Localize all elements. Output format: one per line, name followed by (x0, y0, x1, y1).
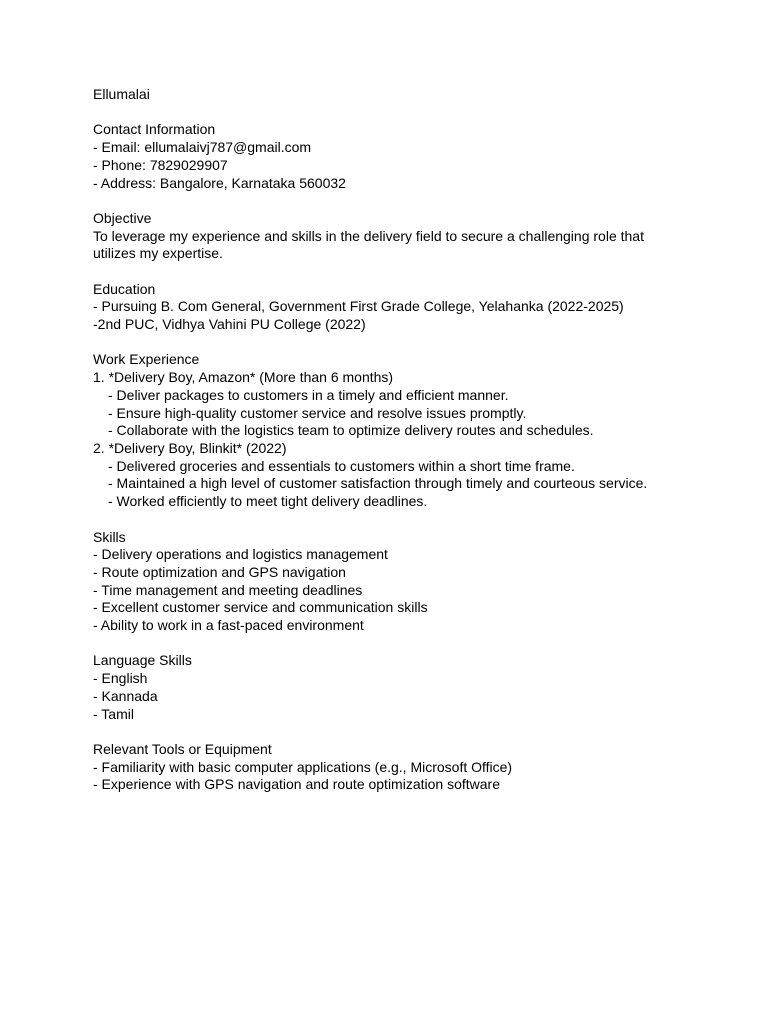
skills-section (93, 529, 733, 635)
language-skills-section (93, 652, 733, 723)
objective-heading: Objective (93, 209, 152, 226)
contact-section (93, 121, 733, 192)
contact-address: - Address: Bangalore, Karnataka 560032 (93, 174, 346, 191)
skill-item: - Route optimization and GPS navigation (93, 563, 346, 580)
spacer (93, 334, 733, 352)
tools-section (93, 741, 733, 794)
education-item: - Pursuing B. Com General, Government First Grade College, Yelahanka (2022-2025) (93, 298, 624, 315)
skill-item: - Delivery operations and logistics management (93, 546, 388, 563)
job-title: 2. *Delivery Boy, Blinkit* (2022) (93, 440, 287, 456)
job-entry (93, 440, 733, 511)
candidate-name: Ellumalai (93, 86, 150, 102)
tools-heading: Relevant Tools or Equipment (93, 740, 272, 757)
skill-item: - Excellent customer service and communication skills (93, 599, 428, 616)
skill-item: - Time management and meeting deadlines (93, 581, 363, 598)
education-item: -2nd PUC, Vidhya Vahini PU College (2022) (93, 316, 366, 333)
job-bullet: - Ensure high-quality customer service and resolve issues promptly. (108, 404, 527, 421)
job-bullet: - Collaborate with the logistics team to optimize delivery routes and schedules. (108, 422, 594, 439)
job-title: 1. *Delivery Boy, Amazon* (More than 6 months) (93, 369, 394, 386)
languages-heading: Language Skills (93, 652, 192, 669)
education-section (93, 281, 733, 334)
resume-document (93, 86, 733, 794)
job-entry (93, 369, 733, 440)
spacer (93, 263, 733, 281)
objective-text-line: utilizes my expertise. (93, 245, 223, 262)
job-bullet: - Deliver packages to customers in a timely and efficient manner. (108, 386, 509, 403)
work-experience-section (93, 351, 733, 510)
contact-phone: - Phone: 7829029907 (93, 156, 228, 173)
spacer (93, 511, 733, 529)
language-item: - Kannada (93, 687, 158, 704)
language-item: - Tamil (93, 705, 134, 722)
work-heading: Work Experience (93, 351, 200, 368)
spacer (93, 635, 733, 653)
spacer (93, 723, 733, 741)
tool-item: - Experience with GPS navigation and route optimization software (93, 776, 500, 793)
spacer (93, 104, 733, 122)
spacer (93, 192, 733, 210)
skill-item: - Ability to work in a fast-paced environment (93, 617, 364, 634)
contact-heading: Contact Information (93, 121, 216, 138)
objective-text-line: To leverage my experience and skills in the delivery field to secure a challenging role that (93, 227, 644, 244)
tool-item: - Familiarity with basic computer applications (e.g., Microsoft Office) (93, 758, 513, 775)
skills-heading: Skills (93, 528, 126, 545)
job-bullet: - Maintained a high level of customer satisfaction through timely and courteous service. (108, 475, 648, 492)
language-item: - English (93, 670, 148, 687)
contact-email: - Email: ellumalaivj787@gmail.com (93, 139, 312, 156)
job-bullet: - Worked efficiently to meet tight delivery deadlines. (108, 493, 428, 510)
job-bullet: - Delivered groceries and essentials to customers within a short time frame. (108, 457, 575, 474)
education-heading: Education (93, 280, 156, 297)
objective-section (93, 210, 733, 263)
